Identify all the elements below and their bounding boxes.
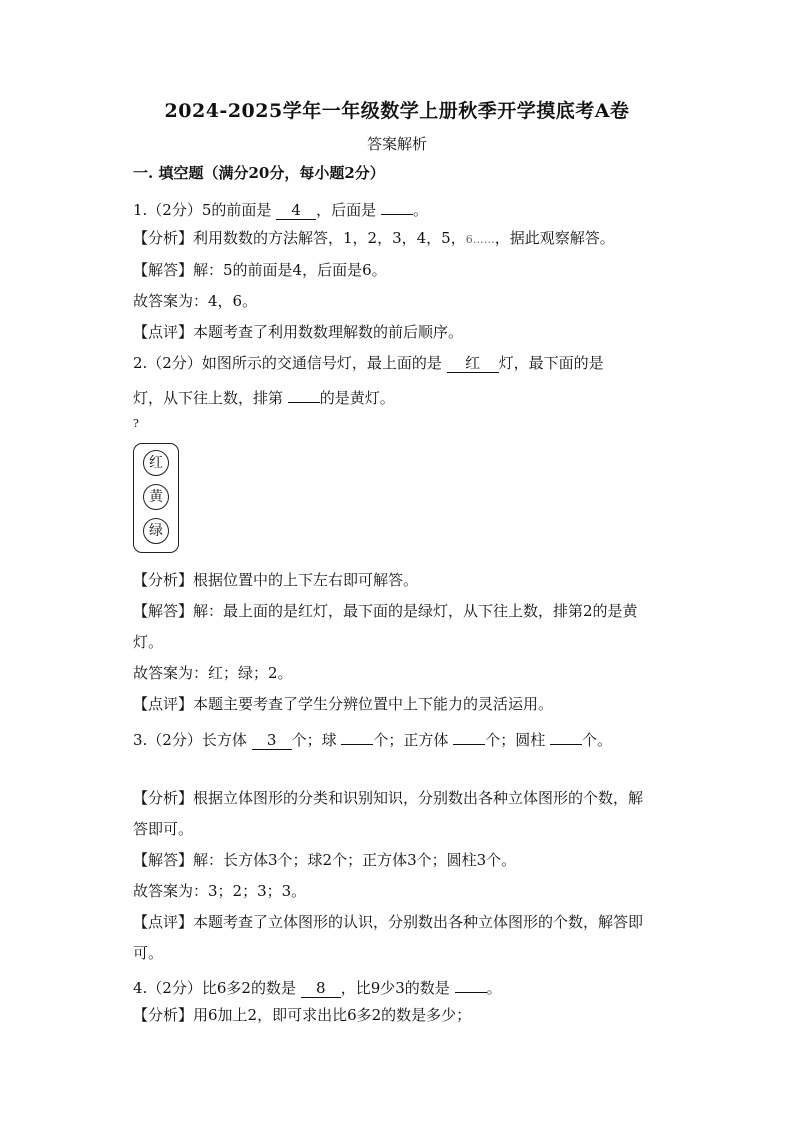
q2-answer: 故答案为：红；绿；2。 bbox=[133, 664, 293, 682]
q2-analysis: 【分析】根据位置中的上下左右即可解答。 bbox=[133, 571, 419, 589]
q1-analysis: 【分析】利用数数的方法解答，1，2，3，4，5，6……，据此观察解答。 bbox=[133, 229, 615, 247]
q3-review-cont: 可。 bbox=[133, 944, 164, 962]
q1-solution: 【解答】解：5的前面是4，后面是6。 bbox=[133, 261, 387, 279]
q3-analysis: 【分析】根据立体图形的分类和识别知识，分别数出各种立体图形的个数，解 bbox=[133, 789, 644, 807]
yellow-lamp: 黄 bbox=[143, 484, 169, 510]
q1-answer: 故答案为：4，6。 bbox=[133, 292, 258, 310]
q4-analysis: 【分析】用6加上2，即可求出比6多2的数是多少； bbox=[133, 1006, 472, 1024]
answer-blank: 3 bbox=[252, 731, 292, 750]
answer-blank bbox=[288, 384, 320, 403]
q3-answer: 故答案为：3；2；3；3。 bbox=[133, 882, 307, 900]
section-heading: 一. 填空题（满分20分，每小题2分） bbox=[133, 164, 385, 182]
q2-solution-cont: 灯。 bbox=[133, 633, 164, 651]
answer-blank bbox=[381, 196, 413, 215]
answer-blank: 8 bbox=[301, 979, 341, 998]
q2-review: 【点评】本题主要考查了学生分辨位置中上下能力的灵活运用。 bbox=[133, 695, 554, 713]
question-2-line2: 灯，从下往上数，排第 的是黄灯。 bbox=[133, 384, 395, 408]
red-lamp: 红 bbox=[143, 450, 169, 476]
question-1: 1.（2分）5的前面是 4 ，后面是 。 bbox=[133, 196, 428, 220]
green-lamp: 绿 bbox=[143, 518, 169, 544]
q3-solution: 【解答】解：长方体3个；球2个；正方体3个；圆柱3个。 bbox=[133, 851, 517, 869]
answer-blank bbox=[550, 726, 582, 745]
traffic-light-figure bbox=[133, 443, 179, 553]
q3-review: 【点评】本题考查了立体图形的认识，分别数出各种立体图形的个数，解答即 bbox=[133, 913, 644, 931]
document-subtitle: 答案解析 bbox=[366, 135, 427, 153]
q1-review: 【点评】本题考查了利用数数理解数的前后顺序。 bbox=[133, 323, 464, 341]
answer-blank bbox=[455, 974, 487, 993]
question-4: 4.（2分）比6多2的数是 8 ，比9少3的数是 。 bbox=[133, 974, 502, 998]
question-3: 3.（2分）长方体 3 个；球 个；正方体 个；圆柱 个。 bbox=[133, 726, 612, 750]
image-placeholder-mark: ? bbox=[133, 417, 139, 430]
answer-blank: 红 bbox=[447, 354, 499, 373]
q3-analysis-cont: 答即可。 bbox=[133, 820, 194, 838]
answer-blank bbox=[341, 726, 373, 745]
document-title: 2024-2025学年一年级数学上册秋季开学摸底考A卷 bbox=[164, 100, 630, 122]
answer-blank: 4 bbox=[276, 201, 316, 220]
question-2-line1: 2.（2分）如图所示的交通信号灯，最上面的是 红 灯，最下面的是 bbox=[133, 354, 604, 372]
answer-blank bbox=[453, 726, 485, 745]
q2-solution: 【解答】解：最上面的是红灯，最下面的是绿灯，从下往上数，排第2的是黄 bbox=[133, 602, 638, 620]
